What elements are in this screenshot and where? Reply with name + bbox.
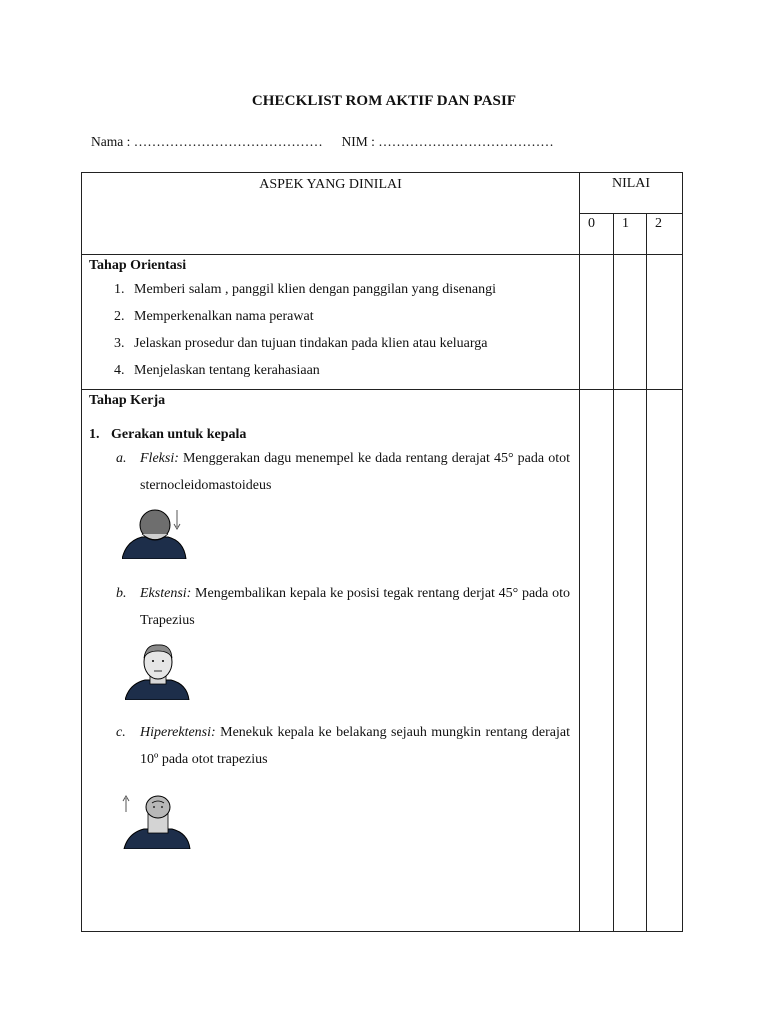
score-header-0: 0: [580, 214, 614, 255]
list-item: 1. Memberi salam , panggil klien dengan panggilan yang disenangi: [114, 282, 496, 297]
movement-item-ekstensi: b. Ekstensi: Mengembalikan kepala ke posisi tegak rentang derjat 45° pada oto Trapezius: [116, 586, 570, 628]
list-item: 2. Memperkenalkan nama perawat: [114, 309, 314, 324]
name-field-label: Nama : ……………………………………: [91, 134, 323, 149]
list-item: 3. Jelaskan prosedur dan tujuan tindakan pada klien atau keluarga: [114, 336, 488, 351]
assessment-table: [81, 172, 683, 932]
score-cell-2[interactable]: [647, 255, 683, 390]
work-section: [82, 390, 580, 932]
score-header-1: 1: [614, 214, 647, 255]
score-cell-1[interactable]: [614, 390, 647, 932]
head-extension-illustration: [125, 642, 572, 705]
score-cell-2[interactable]: [647, 390, 683, 932]
movement-item-hiperektensi: c. Hiperektensi: Menekuk kepala ke belakang sejauh mungkin rentang derajat 10º pada otot trapezius: [116, 725, 570, 767]
document-title: CHECKLIST ROM AKTIF DAN PASIF: [251, 93, 517, 109]
nim-field-label: NIM : …………………………………: [341, 134, 554, 149]
score-cell-1[interactable]: [614, 255, 647, 390]
movement-heading: 1. Gerakan untuk kepala: [89, 427, 247, 442]
head-flexion-illustration: [122, 507, 572, 564]
orientation-section: [82, 255, 580, 390]
orientation-list: [89, 281, 572, 389]
score-header-2: 2: [647, 214, 683, 255]
header-nilai: NILAI: [580, 173, 683, 214]
orientation-title: Tahap Orientasi: [89, 258, 187, 273]
score-cell-0[interactable]: [580, 390, 614, 932]
head-hyperextension-illustration: [122, 795, 572, 854]
score-cell-0[interactable]: [580, 255, 614, 390]
identity-line: [91, 134, 554, 150]
header-aspek: ASPEK YANG DINILAI: [82, 173, 580, 255]
movement-item-fleksi: a. Fleksi: Menggerakan dagu menempel ke dada rentang derajat 45° pada otot sternocleidomastoideus: [116, 451, 570, 493]
work-title: Tahap Kerja: [89, 393, 166, 408]
list-item: 4. Menjelaskan tentang kerahasiaan: [114, 363, 320, 378]
